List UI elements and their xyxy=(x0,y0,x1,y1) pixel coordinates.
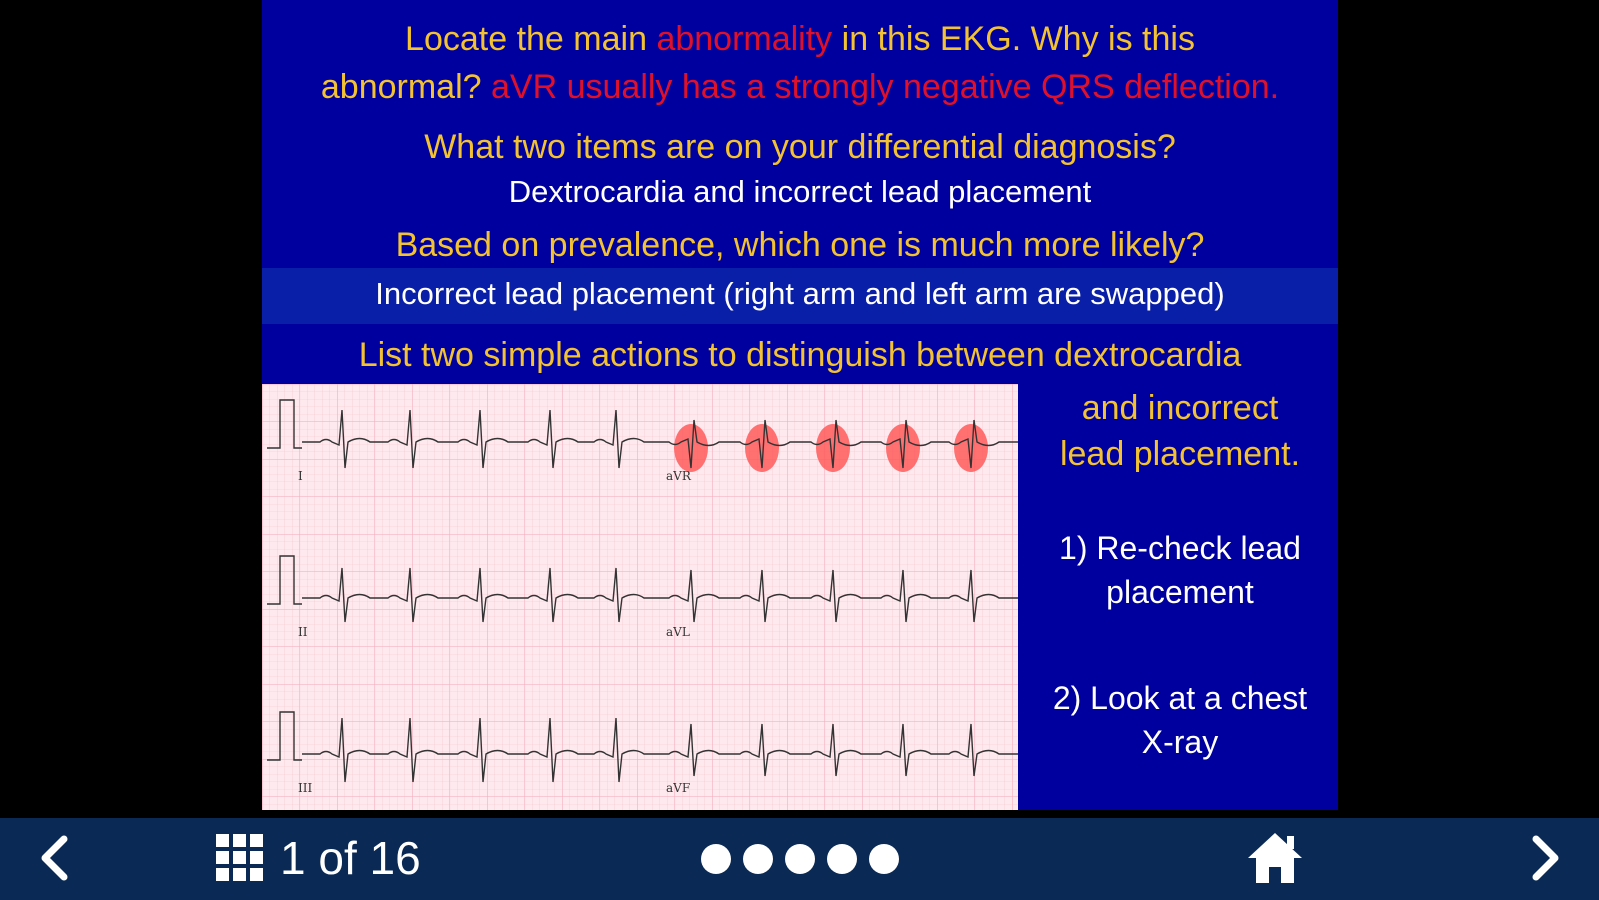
page-indicator: 1 of 16 xyxy=(280,832,421,884)
question-3: Based on prevalence, which one is much more likely? xyxy=(395,226,1205,264)
answer-3: Incorrect lead placement (right arm and left arm are swapped) xyxy=(375,276,1225,311)
pagination-dot[interactable] xyxy=(785,844,815,874)
slide-grid-button[interactable] xyxy=(214,832,266,884)
question-4-line-1: List two simple actions to distinguish between dextrocardia xyxy=(358,336,1242,374)
next-button[interactable] xyxy=(1520,832,1572,884)
pagination-dot[interactable] xyxy=(869,844,899,874)
lead-label-aVF: aVF xyxy=(666,781,691,795)
pagination-dot[interactable] xyxy=(701,844,731,874)
lead-label-III: III xyxy=(298,781,313,795)
question-4-line-3: lead placement. xyxy=(1059,435,1301,473)
grid-icon xyxy=(216,834,264,882)
question-1-line-2: abnormal? aVR usually has a strongly negative QRS deflection. xyxy=(320,68,1280,106)
lead-label-aVR: aVR xyxy=(666,469,691,483)
ekg-strip xyxy=(262,384,1018,810)
bottom-navbar xyxy=(0,818,1599,900)
pagination-dots[interactable] xyxy=(692,842,908,876)
question-4-line-2: and incorrect xyxy=(1081,389,1279,427)
prev-button[interactable] xyxy=(28,832,80,884)
chevron-left-icon xyxy=(37,835,71,881)
lead-label-II: II xyxy=(298,625,308,639)
lead-label-aVL: aVL xyxy=(666,625,690,639)
chevron-right-icon xyxy=(1529,835,1563,881)
answer-4-1-line-1: 1) Re-check lead xyxy=(1059,530,1301,566)
answer-4-1-line-2: placement xyxy=(1106,574,1254,610)
pagination-dot[interactable] xyxy=(743,844,773,874)
home-button[interactable] xyxy=(1244,828,1306,888)
answer-2: Dextrocardia and incorrect lead placement xyxy=(508,174,1092,209)
answer-1: aVR usually has a strongly negative QRS deflection. xyxy=(491,68,1280,106)
lead-label-I: I xyxy=(298,469,303,483)
home-icon xyxy=(1246,831,1304,885)
abnormality-highlight: abnormality xyxy=(656,20,833,58)
question-1-line-1: Locate the main abnormality in this EKG. Why is this xyxy=(405,20,1195,58)
answer-4-2-line-2: X-ray xyxy=(1141,724,1219,760)
answer-4-2-line-1: 2) Look at a chest xyxy=(1052,680,1308,716)
pagination-dot[interactable] xyxy=(827,844,857,874)
question-2: What two items are on your differential diagnosis? xyxy=(424,128,1176,166)
